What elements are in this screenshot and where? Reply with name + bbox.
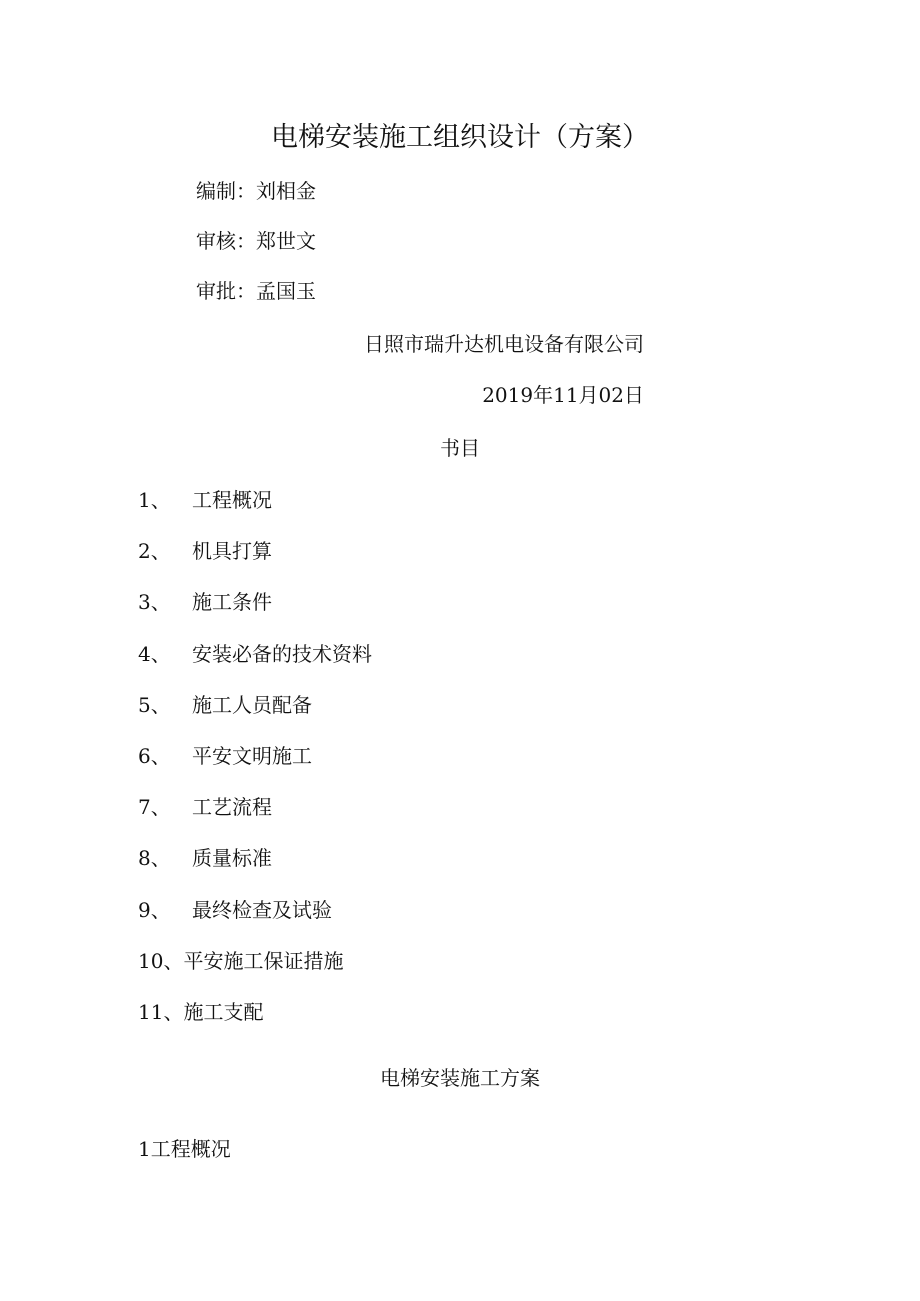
toc-item-text: 平安文明施工: [192, 744, 312, 768]
toc-item: [138, 588, 272, 616]
toc-item-number: 2、: [138, 539, 171, 563]
signature-compiler: [196, 177, 316, 205]
toc-item-text: 工程概况: [192, 488, 272, 512]
toc-item: [138, 896, 332, 924]
toc-item-text: 平安施工保证措施: [183, 949, 344, 973]
toc-item-text: 最终检查及试验: [192, 898, 332, 922]
toc-item-number: 6、: [138, 744, 171, 768]
toc-item: [138, 486, 272, 514]
toc-item: [138, 844, 272, 872]
subsection-title: 1工程概况: [138, 1137, 231, 1161]
toc-item-text: 工艺流程: [192, 795, 272, 819]
signature-name: 刘相金: [256, 179, 316, 203]
signature-role: 审核：: [196, 229, 256, 253]
document-title: 电梯安装施工组织设计（方案）: [271, 122, 649, 153]
company-name: 日照市瑞升达机电设备有限公司: [364, 332, 644, 356]
signature-approver: [196, 277, 316, 305]
toc-item: [138, 691, 312, 719]
signature-name: 郑世文: [256, 229, 316, 253]
toc-item: [138, 793, 272, 821]
toc-item: [138, 640, 372, 668]
toc-item-number: 10、: [138, 949, 184, 973]
toc-item-number: 5、: [138, 693, 171, 717]
toc-item-number: 9、: [138, 898, 171, 922]
toc-item-text: 质量标准: [192, 846, 272, 870]
toc-title: 书目: [440, 436, 480, 460]
toc-item: [138, 947, 343, 975]
signature-reviewer: [196, 227, 316, 255]
toc-item-number: 4、: [138, 642, 171, 666]
toc-item-text: 机具打算: [192, 539, 272, 563]
toc-item-number: 11、: [138, 1000, 184, 1024]
toc-item-text: 安装必备的技术资料: [192, 642, 372, 666]
section-title: 电梯安装施工方案: [380, 1066, 540, 1090]
document-date: 2019年11月02日: [482, 383, 644, 407]
toc-item: [138, 998, 263, 1026]
signature-name: 孟国玉: [256, 279, 316, 303]
toc-item: [138, 742, 312, 770]
toc-item-number: 7、: [138, 795, 171, 819]
signature-role: 编制：: [196, 179, 256, 203]
signature-role: 审批：: [196, 279, 256, 303]
toc-item-number: 3、: [138, 590, 171, 614]
toc-item-number: 1、: [138, 488, 171, 512]
toc-item: [138, 537, 272, 565]
toc-item-text: 施工条件: [192, 590, 272, 614]
toc-item-text: 施工支配: [183, 1000, 264, 1024]
toc-item-text: 施工人员配备: [192, 693, 312, 717]
toc-item-number: 8、: [138, 846, 171, 870]
